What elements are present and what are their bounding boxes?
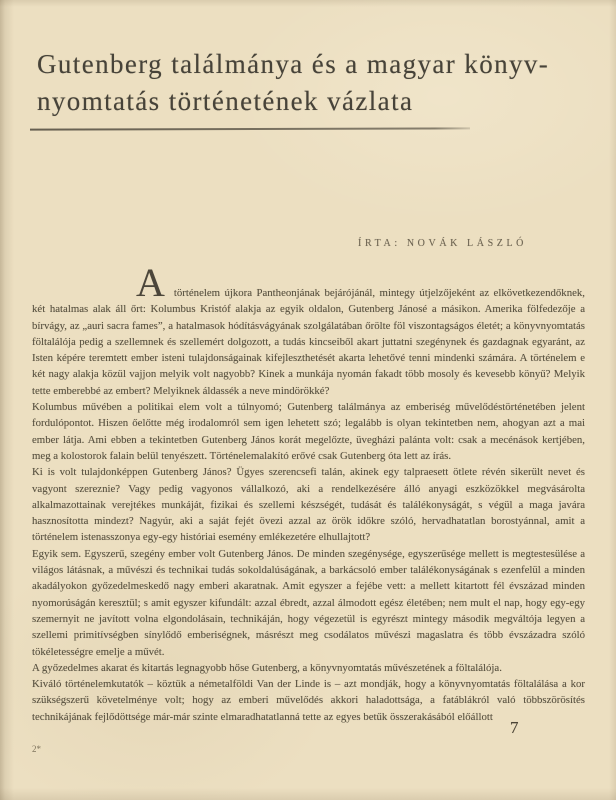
page-title-line1: Gutenberg találmánya és a magyar könyv- xyxy=(37,49,550,79)
paragraph-1 xyxy=(32,260,585,399)
body-text xyxy=(32,260,585,725)
title-rule xyxy=(30,127,470,130)
page-number: 7 xyxy=(510,718,519,737)
paragraph-4: Egyik sem. Egyszerű, szegény ember volt Gutenberg János. De minden szegénysége, egyszerűsége mellett is megtestesülése a világos látásnak, a művészi és technikai tudás sokoldalúságának, a barkácsoló ember találékonyságának s ezenfelül a minden akadályokon győzedelmeskedő nagy emberi akaratnak. Amit egyszer a fejébe vett: a mellett kitartott fél évszázad minden nyomorúságán keresztül; s amit egyszer kifundált: azzal ébredt, azzal álmodott egész életében; nem mult el nap, hogy egy-egy szemernyit ne javított volna elgondolásain, technikáján, hogy végezetül is egyrészt mintegy második megváltója legyen a szellemi primitívségben sínylődő emberiségnek, másrészt meg csodálatos művészi magaslatra és több évszázadra szóló tökéletességre emelje a művét. xyxy=(32,547,585,658)
drop-cap-initial: A xyxy=(136,260,165,305)
paragraph-5: A győzedelmes akarat és kitartás legnagyobb hőse Gutenberg, a könyvnyomtatás művészetének a föltalálója. xyxy=(32,661,502,674)
byline: ÍRTA: NOVÁK LÁSZLÓ xyxy=(358,238,527,249)
paragraph-3: Ki is volt tulajdonképpen Gutenberg János? Ügyes szerencsefi talán, akinek egy talpraesett ötlete révén sikerült nevet és vagyont szereznie? Vagy pedig vagyonos vállalkozó, aki a rendelkezésére álló anyagi eszközökkel megvásárolta alkalmazottainak verejtékes munkáját, fizikai és szellemi készségét, tudását és találékonyságát, s végül a maga javára hasznosította mindezt? Nagyúr, aki a saját fejét övezi azzal az örök időkre szóló, hervadhatatlan borostyánnal, amit a történelem istenasszonya egy-egy históriai esemény emlékezetére elhullajtott? xyxy=(32,466,585,544)
paragraph-1-text: történelem újkora Pantheonjának bejárójánál, mintegy útjelzőjeként az elkövetkezendőknek, két hatalmas alak áll őrt: Kolumbus Kristóf alakja az egyik oldalon, Gutenberg Jánosé a másikon. Amerika fölfedezője a bírvágy, az „auri sacra fames”, a hatalmasok hódításvágyának szolgálatában őrölte föl viszontagságos életét; a könyvnyomtatás föltalálója pedig a szellemnek és szellemért dolgozott, a tudás kincseiből akart juttatni szegénynek és gazdagnak egyaránt, az Isten képére teremtett ember isteni tulajdonságainak kifejleszthetését akarta lehetővé tenni mindenki számára. A történelem e két nagy alakja közül vajjon melyik volt nagyobb? Kinek a munkája nyomán fakadt több mosoly és kevesebb könyű? Melyik tette emberebbé az embert? Melyiknek áldassék a neve mindörökké? xyxy=(32,287,585,397)
signature-mark: 2* xyxy=(32,744,41,754)
page-title-line2: nyomtatás történetének vázlata xyxy=(37,86,414,116)
page-title xyxy=(37,46,549,120)
paragraph-6: Kiváló történelemkutatók – köztük a németalföldi Van der Linde is – azt mondják, hogy a könyvnyomtatás föltalálása a kor szükségszerű követelménye volt; hogy az emberi művelődés akkori haladottsága, a fatáblákról való többszörösítés technikájának fejlődöttsége már-már szinte elmaradhatatlanná tette az egyes betűk összerakásából előállott xyxy=(32,678,585,723)
paragraph-2: Kolumbus művében a politikai elem volt a túlnyomó; Gutenberg találmánya az emberiség művelődéstörténetében jelent fordulópontot. Hiszen őelőtte még irodalomról sem igen lehetett szó; legalább is olyan tekintetben nem, ahogyan azt a mai ember látja. Ami ebben a tekintetben Gutenberg János korát megelőzte, üvegházi palánta volt: csak a mecénások kertjében, meg a kolostorok falain belül tenyészett. Történelemalakító erővé csak Gutenberg óta lett az írás. xyxy=(32,401,585,462)
